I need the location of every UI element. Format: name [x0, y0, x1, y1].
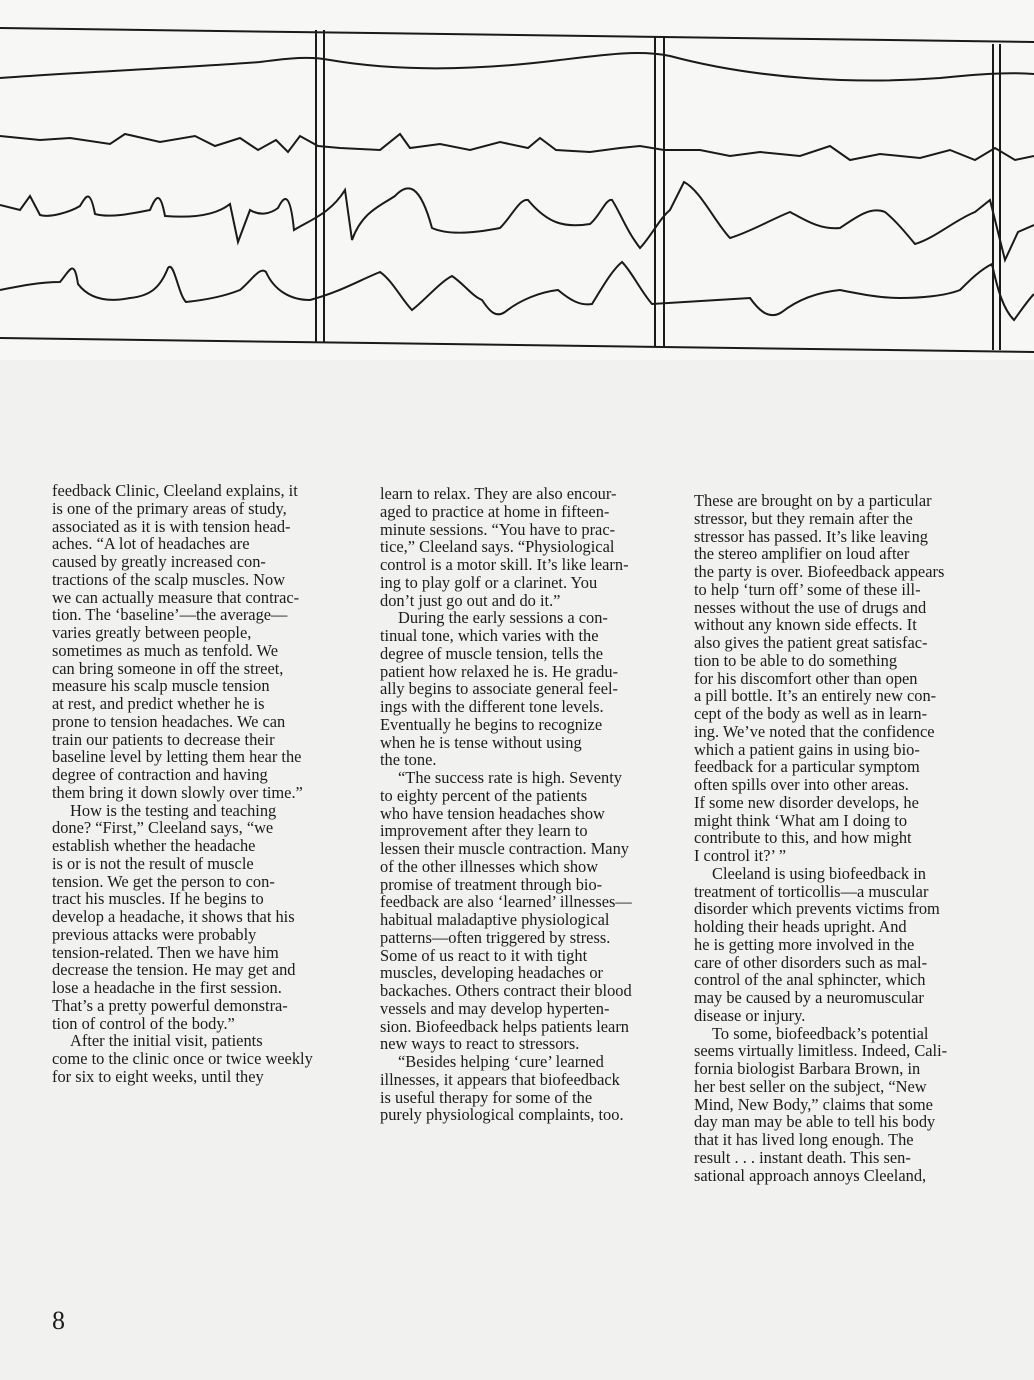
article-paragraph [380, 769, 665, 1053]
text-line: the party is over. Biofeedback appears [694, 562, 945, 581]
text-line: Some of us react to it with tight [380, 945, 588, 965]
text-line: varies greatly between people, [52, 623, 252, 642]
text-line: he is getting more involved in the [694, 934, 915, 954]
text-line: tension. We get the person to con- [52, 871, 275, 891]
text-line: is useful therapy for some of the [380, 1087, 593, 1107]
article-paragraph [694, 492, 994, 865]
text-line: tract his muscles. If he begins to [52, 889, 264, 909]
text-line: is or is not the result of muscle [52, 853, 254, 873]
text-line: ing to play golf or a clarinet. You [380, 572, 598, 592]
text-line: After the initial visit, patients [70, 1031, 263, 1051]
text-line: a pill bottle. It’s an entirely new con- [694, 686, 937, 706]
text-line: train our patients to decrease their [52, 729, 275, 749]
text-line: often spills over into other areas. [694, 775, 909, 794]
text-line: How is the testing and teaching [70, 800, 277, 820]
text-line: lose a headache in the first session. [52, 978, 282, 997]
text-line: habitual maladaptive physiological [380, 910, 610, 929]
article-column-2 [380, 485, 665, 1124]
text-line: feedback are also ‘learned’ illnesses— [380, 892, 632, 912]
text-line: promise of treatment through bio- [380, 874, 603, 894]
article-paragraph [52, 482, 364, 802]
text-line: to help ‘turn off’ some of these ill- [694, 579, 921, 599]
text-line: baseline level by letting them hear the [52, 747, 302, 767]
text-line: backaches. Others contract their blood [380, 981, 632, 1000]
text-line: measure his scalp muscle tension [52, 676, 270, 696]
article-paragraph [694, 1025, 994, 1185]
text-line: new ways to react to stressors. [380, 1034, 580, 1054]
text-line: that it has lived long enough. The [694, 1130, 914, 1149]
text-line: tice,” Cleeland says. “Physiological [380, 537, 615, 557]
text-line: at rest, and predict whether he is [52, 694, 265, 713]
text-line: them bring it down slowly over time.” [52, 782, 303, 802]
text-line: muscles, developing headaches or [380, 963, 604, 983]
text-line: ally begins to associate general feel- [380, 679, 619, 699]
text-line: for his discomfort other than open [694, 668, 918, 688]
text-line: patient how relaxed he is. He gradu- [380, 661, 619, 681]
text-line: vessels and may develop hyperten- [380, 998, 610, 1018]
text-line: disorder which prevents victims from [694, 899, 940, 919]
text-line: decrease the tension. He may get and [52, 960, 296, 980]
article-paragraph [694, 865, 994, 1025]
text-line: aches. “A lot of headaches are [52, 534, 250, 554]
text-line: caused by greatly increased con- [52, 552, 266, 571]
text-line: patterns—often triggered by stress. [380, 927, 611, 947]
text-line: may be caused by a neuromuscular [694, 988, 924, 1007]
text-line: cept of the body as well as in learn- [694, 704, 928, 723]
text-line: degree of contraction and having [52, 765, 268, 784]
text-line: degree of muscle tension, tells the [380, 643, 604, 663]
text-line: tractions of the scalp muscles. Now [52, 569, 286, 589]
article-paragraph [52, 802, 364, 1033]
article-paragraph [52, 1032, 364, 1085]
text-line: illnesses, it appears that biofeedback [380, 1069, 620, 1089]
text-line: ing. We’ve noted that the confidence [694, 721, 935, 741]
text-line: Cleeland is using biofeedback in [712, 863, 926, 883]
text-line: sometimes as much as tenfold. We [52, 640, 278, 660]
page-number: 8 [52, 1306, 65, 1335]
text-line: control of the anal sphincter, which [694, 970, 926, 990]
text-line: previous attacks were probably [52, 924, 257, 944]
text-line: To some, biofeedback’s potential [712, 1023, 929, 1043]
text-line: stressor has passed. It’s like leaving [694, 526, 928, 546]
article-paragraph [380, 1053, 665, 1124]
article-column-3 [694, 492, 994, 1184]
text-line: Mind, New Body,” claims that some [694, 1094, 933, 1114]
text-line: who have tension headaches show [380, 803, 605, 823]
text-line: sational approach annoys Cleeland, [694, 1165, 927, 1185]
text-line: don’t just go out and do it.” [380, 590, 561, 610]
text-line: of the other illnesses which show [380, 856, 599, 876]
text-line: treatment of torticollis—a muscular [694, 881, 929, 901]
text-line: stressor, but they remain after the [694, 508, 913, 528]
article-paragraph [380, 485, 665, 609]
text-line: tion to be able to do something [694, 650, 898, 670]
text-line: During the early sessions a con- [398, 608, 608, 628]
text-line: her best seller on the subject, “New [694, 1076, 927, 1096]
figure-paper [0, 0, 1034, 360]
text-line: when he is tense without using [380, 732, 582, 752]
text-line: tion. The ‘baseline’—the average— [52, 605, 288, 625]
text-line: ings with the different tone levels. [380, 697, 604, 716]
text-line: aged to practice at home in fifteen- [380, 501, 610, 521]
trace-chart-svg [0, 0, 1034, 360]
text-line: develop a headache, it shows that his [52, 907, 295, 926]
text-line: done? “First,” Cleeland says, “we [52, 818, 274, 838]
text-line: holding their heads upright. And [694, 917, 907, 936]
text-line: the stereo amplifier on loud after [694, 544, 910, 564]
text-line: which a patient gains in using bio- [694, 739, 920, 759]
text-line: I control it?’ ” [694, 846, 787, 865]
text-line: for six to eight weeks, until they [52, 1066, 264, 1086]
text-line: tion of control of the body.” [52, 1013, 235, 1033]
text-line: also gives the patient great satisfac- [694, 633, 928, 652]
text-line: might think ‘What am I doing to [694, 810, 908, 830]
text-line: associated as it is with tension head- [52, 516, 291, 536]
text-line: feedback Clinic, Cleeland explains, it [52, 481, 298, 500]
text-line: fornia biologist Barbara Brown, in [694, 1059, 921, 1078]
text-line: nesses without the use of drugs and [694, 597, 927, 617]
text-line: improvement after they learn to [380, 821, 588, 841]
text-line: “The success rate is high. Seventy [398, 768, 622, 787]
text-line: sion. Biofeedback helps patients learn [380, 1016, 629, 1036]
text-line: without any known side effects. It [694, 615, 917, 635]
text-line: That’s a pretty powerful demonstra- [52, 995, 288, 1015]
article-paragraph [380, 609, 665, 769]
text-line: the tone. [380, 750, 437, 770]
text-line: tinual tone, which varies with the [380, 626, 599, 645]
text-line: we can actually measure that contrac- [52, 587, 300, 607]
text-line: can bring someone in off the street, [52, 658, 284, 678]
text-line: care of other disorders such as mal- [694, 952, 928, 972]
text-line: seems virtually limitless. Indeed, Cali- [694, 1041, 948, 1061]
article-column-1 [52, 482, 364, 1086]
text-line: result . . . instant death. This sen- [694, 1147, 911, 1167]
text-line: feedback for a particular symptom [694, 757, 920, 777]
text-line: day man may be able to tell his body [694, 1112, 936, 1132]
text-line: establish whether the headache [52, 836, 256, 855]
text-line: learn to relax. They are also encour- [380, 484, 617, 503]
biofeedback-trace-figure [0, 0, 1034, 360]
text-line: These are brought on by a particular [694, 491, 932, 510]
text-line: Eventually he begins to recognize [380, 714, 603, 734]
text-line: disease or injury. [694, 1005, 806, 1025]
text-line: purely physiological complaints, too. [380, 1105, 624, 1125]
text-line: is one of the primary areas of study, [52, 498, 287, 518]
text-line: minute sessions. “You have to prac- [380, 519, 616, 539]
text-line: “Besides helping ‘cure’ learned [398, 1052, 604, 1071]
text-line: to eighty percent of the patients [380, 785, 588, 805]
text-line: If some new disorder develops, he [694, 792, 919, 812]
text-line: tension-related. Then we have him [52, 942, 279, 962]
text-line: come to the clinic once or twice weekly [52, 1049, 313, 1068]
text-line: lessen their muscle contraction. Many [380, 839, 629, 858]
text-line: contribute to this, and how might [694, 828, 912, 848]
text-line: prone to tension headaches. We can [52, 711, 286, 731]
text-line: control is a motor skill. It’s like learn- [380, 555, 629, 574]
